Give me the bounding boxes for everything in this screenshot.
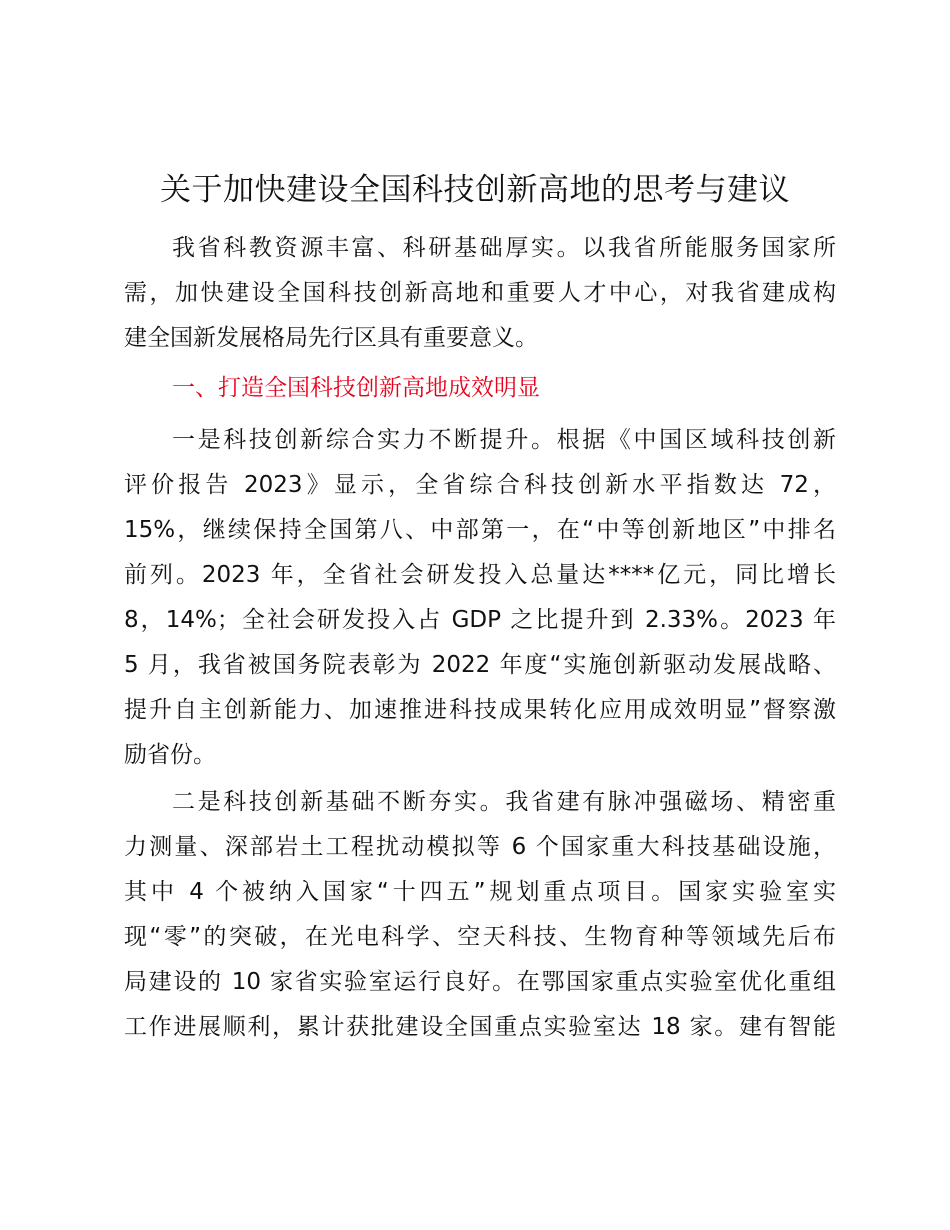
paragraph-1-line-3: 15%，继续保持全国第八、中部第一，在“中等创新地区”中排名 [124,517,836,543]
paragraph-1-line-7: 提升自主创新能力、加速推进科技成果转化应用成效明显”督察激 [124,697,836,723]
paragraph-2 [124,780,836,1050]
paragraph-1-line-5: 8，14%；全社会研发投入占 GDP 之比提升到 2.33%。2023 年 [124,607,836,633]
intro-line-3: 建全国新发展格局先行区具有重要意义。 [124,325,538,351]
document-title: 关于加快建设全国科技创新高地的思考与建议 [160,172,790,208]
paragraph-2-line-5: 局建设的 10 家省实验室运行良好。在鄂国家重点实验室优化重组 [124,969,836,995]
paragraph-2-line-6: 工作进展顺利，累计获批建设全国重点实验室达 18 家。建有智能 [124,1014,836,1040]
paragraph-2-line-3: 其中 4 个被纳入国家“十四五”规划重点项目。国家实验室实 [124,879,836,905]
intro-line-2: 需，加快建设全国科技创新高地和重要人才中心，对我省建成构 [124,280,836,306]
paragraph-2-line-1: 二是科技创新基础不断夯实。我省建有脉冲强磁场、精密重 [172,789,836,815]
paragraph-2-line-2: 力测量、深部岩土工程扰动模拟等 6 个国家重大科技基础设施， [124,834,836,860]
section-1-heading: 一、打造全国科技创新高地成效明显 [172,375,540,401]
paragraph-1-line-4: 前列。2023 年，全省社会研发投入总量达****亿元，同比增长 [124,562,836,588]
paragraph-1 [124,418,836,778]
intro-line-1: 我省科教资源丰富、科研基础厚实。以我省所能服务国家所 [172,235,836,261]
paragraph-2-line-4: 现“零”的突破，在光电科学、空天科技、生物育种等领域先后布 [124,924,836,950]
paragraph-1-line-8: 励省份。 [124,742,216,768]
paragraph-1-line-6: 5 月，我省被国务院表彰为 2022 年度“实施创新驱动发展战略、 [124,652,836,678]
paragraph-1-line-1: 一是科技创新综合实力不断提升。根据《中国区域科技创新 [172,427,836,453]
section-1 [124,366,836,411]
intro-paragraph [124,226,836,361]
paragraph-1-line-2: 评价报告 2023》显示，全省综合科技创新水平指数达 72， [124,472,836,498]
